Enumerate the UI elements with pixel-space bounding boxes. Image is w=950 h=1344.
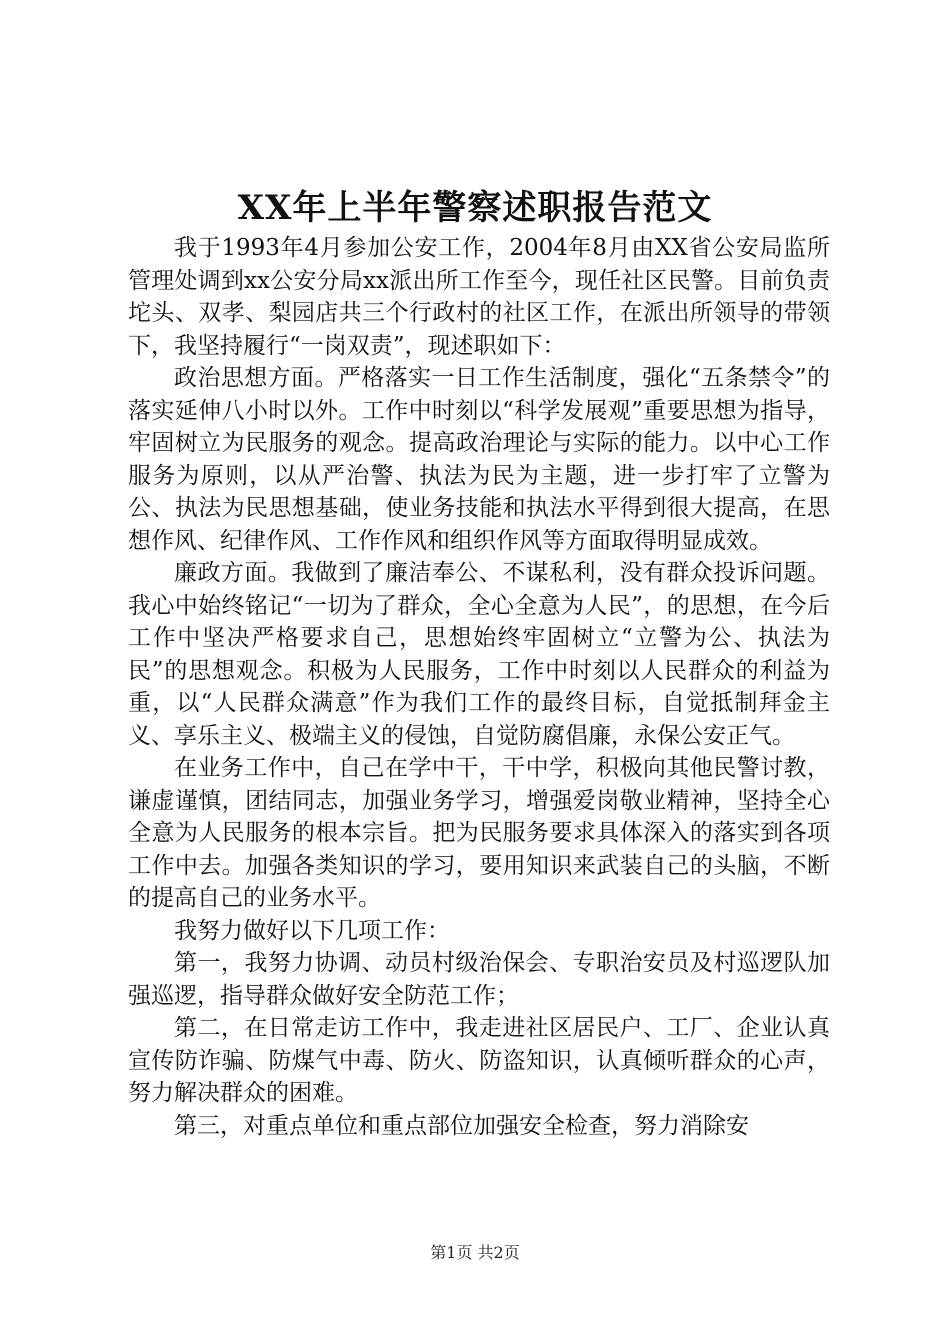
- paragraph-intro: 我于1993年4月参加公安工作，2004年8月由XX省公安局监所管理处调到xx公安分局xx派出所工作至今，现任社区民警。目前负责坨头、双孝、梨园店共三个行政村的社区工作，在派出所领导的带领下，我坚持履行“一岗双责”，现述职如下：: [128, 235, 830, 359]
- paragraph-business-work: 在业务工作中，自己在学中干，干中学，积极向其他民警讨教，谦虚谨慎，团结同志，加强业务学习，增强爱岗敬业精神，坚持全心全意为人民服务的根本宗旨。把为民服务要求具体深入的落实到各项工作中去。加强各类知识的学习，要用知识来武装自己的头脑，不断的提高自己的业务水平。: [128, 755, 830, 911]
- page-number-footer: 第1页 共2页: [430, 1243, 520, 1262]
- paragraph-integrity: 廉政方面。我做到了廉洁奉公、不谋私利，没有群众投诉问题。我心中始终铭记“一切为了群众，全心全意为人民”，的思想，在今后工作中坚决严格要求自己，思想始终牢固树立“立警为公、执法为民”的思想观念。积极为人民服务，工作中时刻以人民群众的利益为重，以“人民群众满意”作为我们工作的最终目标，自觉抵制拜金主义、享乐主义、极端主义的侵蚀，自觉防腐倡廉，永保公安正气。: [128, 560, 830, 749]
- paragraph-item-second: 第二，在日常走访工作中，我走进社区居民户、工厂、企业认真宣传防诈骗、防煤气中毒、防火、防盗知识，认真倾听群众的心声，努力解决群众的困难。: [128, 1015, 830, 1106]
- document-body: [128, 232, 830, 1142]
- paragraph-political-thought: 政治思想方面。严格落实一日工作生活制度，强化“五条禁令”的落实延伸八小时以外。工作中时刻以“科学发展观”重要思想为指导，牢固树立为民服务的观念。提高政治理论与实际的能力。以中心工作服务为原则，以从严治警、执法为民为主题，进一步打牢了立警为公、执法为民思想基础，使业务技能和执法水平得到很大提高，在思想作风、纪律作风、工作作风和组织作风等方面取得明显成效。: [128, 365, 830, 554]
- document-title: XX年上半年警察述职报告范文: [237, 188, 713, 228]
- paragraph-work-items-intro: 我努力做好以下几项工作：: [174, 917, 450, 944]
- paragraph-item-third: 第三，对重点单位和重点部位加强安全检查，努力消除安: [174, 1112, 749, 1139]
- paragraph-item-first: 第一，我努力协调、动员村级治保会、专职治安员及村巡逻队加强巡逻，指导群众做好安全防范工作；: [128, 950, 830, 1009]
